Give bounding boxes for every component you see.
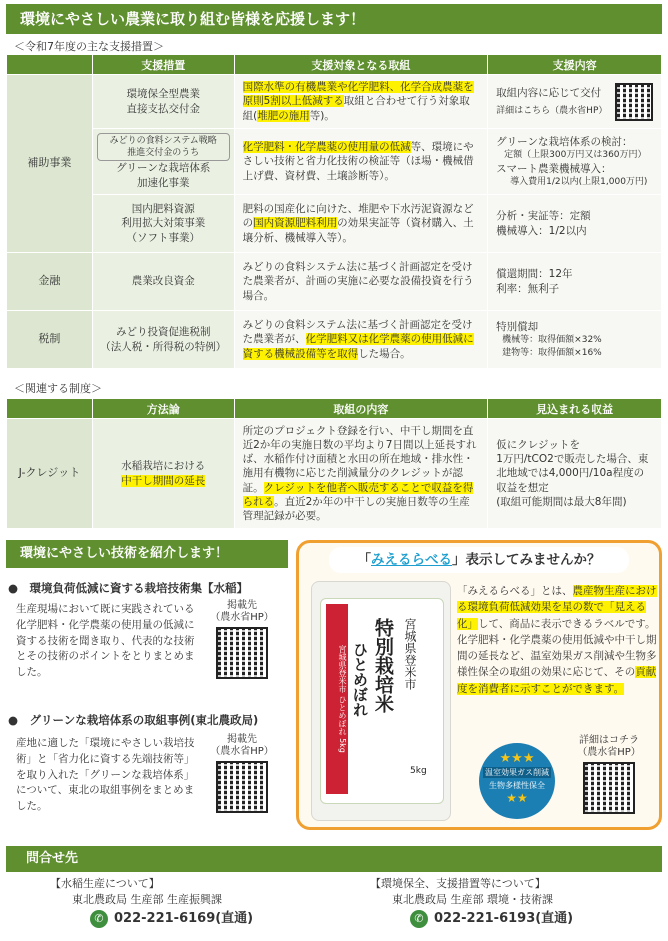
related-col-0 [7,399,93,419]
description-text: して、商品に表示できるラベルです。化学肥料・化学農薬の使用低減や中干し期間の延長など、温室効果ガス削減や生物多様性保全の取組の効果に応じて、その [457,617,657,679]
qr-code-icon[interactable] [583,762,635,814]
category-subsidy: 補助事業 [7,75,93,253]
rice-bag-image [311,581,451,821]
related-label: ＜関連する制度＞ [14,382,102,395]
table-row [7,195,662,253]
tech-item1-text: 生産現場において既に実践されている化学肥料・化学農薬の使用量の低減に資する技術を聞き取り、代表的な技術とその技術のポイントをとりまとめました。 [16,603,195,678]
measure-cell [92,75,234,129]
content-cell [234,419,488,529]
highlight-text: 化学肥料又は化学農薬の使用低減に資する機械設備等を取得 [242,333,474,360]
highlight-text: 堆肥の施用 [257,109,310,122]
highlight-text: 化学肥料・化学農薬の使用量の低減 [242,141,411,154]
content-cell [488,195,662,253]
page-title: 環境にやさしい農業に取り組む皆様を応援します！ [6,4,662,34]
target-text: した場合。 [358,347,411,360]
detail-link[interactable]: 詳細はこちら（農水省HP） [496,105,608,116]
highlight-text: 貢献度を消費者に示すことができます。 [457,666,657,695]
bag-weight-text: 5kg [410,766,427,776]
title-text: 「 [357,552,371,568]
tech-item1-link[interactable] [210,600,274,683]
description-text: 「みえるらべる」とは、 [457,585,573,597]
related-col-revenue: 見込まれる収益 [488,399,662,419]
support-col-target: 支援対象となる取組 [234,55,488,75]
target-cell [234,311,488,369]
bio-label: 生物多様性保全 [489,781,545,790]
measure-cell [92,311,234,369]
content-text: 機械導入：1/2以内 [496,224,587,237]
content-text: グリーンな栽培体系の検討： [496,136,633,149]
contact-left [50,876,253,929]
phone-number: 022-221-6169(直通) [114,910,254,926]
content-text: 導入費用1/2以内(上限1,000万円) [510,176,648,187]
qr-code-icon[interactable] [615,83,653,121]
support-table [6,54,662,369]
mieru-star-badge [479,743,555,819]
bag-brand-text: ひとめぼれ [351,642,369,717]
content-cell [488,129,662,195]
tech-heading: 環境にやさしい技術を紹介します！ [6,540,288,568]
link-label: 掲載先 （農水省HP） [210,600,274,623]
support-header-row [7,55,662,75]
method-cell [92,419,234,529]
measure-name: 環境保全型農業 直接支払交付金 [126,88,200,115]
measure-cell [92,129,234,195]
highlight-text: 国際水準の有機農業や化学肥料、化学合成農薬を原則5割以上低減する [242,81,474,108]
support-col-measure: 支援措置 [92,55,234,75]
contact-heading: 問合せ先 [6,846,662,872]
contact-dept: 東北農政局 生産部 環境・技術課 [392,892,553,906]
ghg-label: 温室効果ガス削減 [485,768,549,777]
measure-name: みどり投資促進税制 （法人税・所得税の特例） [100,326,227,353]
revenue-cell: 仮にクレジットを 1万円/tCO2で販売した場合、東北地域では4,000円/10a程度の収益を想定 (取組可能期間は最大8年間) [488,419,662,529]
target-cell [234,75,488,129]
highlight-text: クレジットを他者へ販売することで収益を得られる [242,481,474,508]
content-text: スマート農業機械導入： [496,162,612,175]
target-text: みどりの食料システム法に基づく計画認定を受けた農業者が、計画の実施に必要な設備投資を行う場合。 [242,261,474,302]
support-col-content: 支援内容 [488,55,662,75]
contact-topic: 【環境保全、支援措置等について】 [370,877,546,890]
category-finance: 金融 [7,253,93,311]
support-col-0 [7,55,93,75]
tech-item2-link[interactable] [210,734,274,817]
link-label: 掲載先 （農水省HP） [210,734,274,757]
content-text: 機械等：取得価額×32% [502,335,602,346]
qr-code-icon[interactable] [216,761,268,813]
content-text: 特別償却 [496,321,539,334]
target-text: 等、環境にやさしい技術と省力化技術の検証等（ほ場・機械借上げ費、資材費、土壌診断等）。 [242,141,474,182]
bag-main-text: 特別栽培米 [372,618,394,713]
content-text: 定額（上限300万円又は360万円） [504,150,647,161]
highlight-text: 農産物生産における環境負荷低減効果を星の数で「見える化」 [457,585,657,630]
mieru-title [329,547,629,573]
phone-number: 022-221-6193(直通) [434,910,574,926]
target-text: 取組と合わせて行う対象取組( [242,95,470,122]
measure-name: 農業改良資金 [131,275,195,288]
title-text: 」表示してみませんか？ [452,552,601,568]
content-text: 利率：無利子 [496,282,560,295]
brand-name: みえるらべる [371,552,452,568]
highlight-text: 国内資源肥料利用 [253,217,338,230]
table-row [7,311,662,369]
support-label: ＜令和7年度の主な支援措置＞ [14,40,164,53]
content-text: 所定のプロジェクト登録を行い、中干し期間を直近2か年の実施日数の平均より7日間以上延長すれば、水稲作付け面積と水田の所在地域・排水性・施用有機物に応じた削減量分のクレジットが認証。 [242,424,477,494]
content-text: 分析・実証等：定額 [496,210,591,223]
star-icon: ★★ [506,791,528,805]
phone-icon: ✆ [410,910,428,928]
qr-code-icon[interactable] [216,627,268,679]
table-row [7,419,662,529]
mieru-label-box [296,540,662,830]
target-cell [234,195,488,253]
content-text: 償還期間：12年 [496,268,573,281]
category-jcredit: J-クレジット [7,419,93,529]
table-row [7,129,662,195]
table-row [7,75,662,129]
content-cell [488,253,662,311]
measure-cell [92,253,234,311]
target-cell [234,253,488,311]
link-label: 詳細はコチラ （農水省HP） [577,735,641,758]
content-text: 取組内容に応じて交付 [496,87,602,100]
contact-phone[interactable] [50,910,253,929]
contact-right [370,876,573,929]
bag-footer-stripe: 宮城県登米市 ひとめぼれ 5kg [326,604,348,794]
target-text: 等)。 [309,109,335,122]
target-cell [234,129,488,195]
related-col-method: 方法論 [92,399,234,419]
highlight-text: 中干し期間の延長 [121,474,206,487]
related-col-content: 取組の内容 [234,399,488,419]
content-cell [488,75,662,129]
star-icon: ★★★ [499,751,535,766]
related-header-row [7,399,662,419]
method-text: 水稲栽培における [121,460,206,473]
mieru-detail-link[interactable] [569,735,649,818]
measure-name: 国内肥料資源 利用拡大対策事業 （ソフト事業） [121,203,206,244]
contact-dept: 東北農政局 生産部 生産振興課 [72,892,222,906]
tech-item1-title: ● 環境負荷低減に資する栽培技術集【水稲】 [8,581,249,595]
tech-item2-text: 産地に適した「環境にやさしい栽培技術」と「省力化に資する先端技術等」を取り入れた「グリーンな栽培体系」について、東北の取組事例をまとめました。 [16,737,195,812]
bag-sub-text: 宮城県登米市 [403,618,417,690]
measure-note: みどりの食料システム戦略 推進交付金のうち [97,133,230,161]
phone-icon: ✆ [90,910,108,928]
target-text: 肥料の国産化に向けた、堆肥や下水汚泥資源などの [242,203,474,230]
content-text: 建物等：取得価額×16% [502,347,602,358]
content-text: 。直近2か年の中干しの実施日数等の生産管理記録が必要。 [242,495,470,522]
mieru-description [457,583,657,697]
tech-item2-title: ● グリーンな栽培体系の取組事例(東北農政局) [8,713,259,727]
contact-topic: 【水稲生産について】 [50,877,160,890]
target-text: みどりの食料システム法に基づく計画認定を受けた農業者が、 [242,319,473,346]
measure-cell [92,195,234,253]
target-text: の効果実証等（資材購入、土壌分析、機械導入等）。 [242,217,474,244]
measure-name: グリーンな栽培体系 加速化事業 [116,162,211,189]
category-tax: 税制 [7,311,93,369]
content-cell [488,311,662,369]
related-table [6,398,662,529]
contact-phone[interactable] [370,910,573,929]
table-row [7,253,662,311]
